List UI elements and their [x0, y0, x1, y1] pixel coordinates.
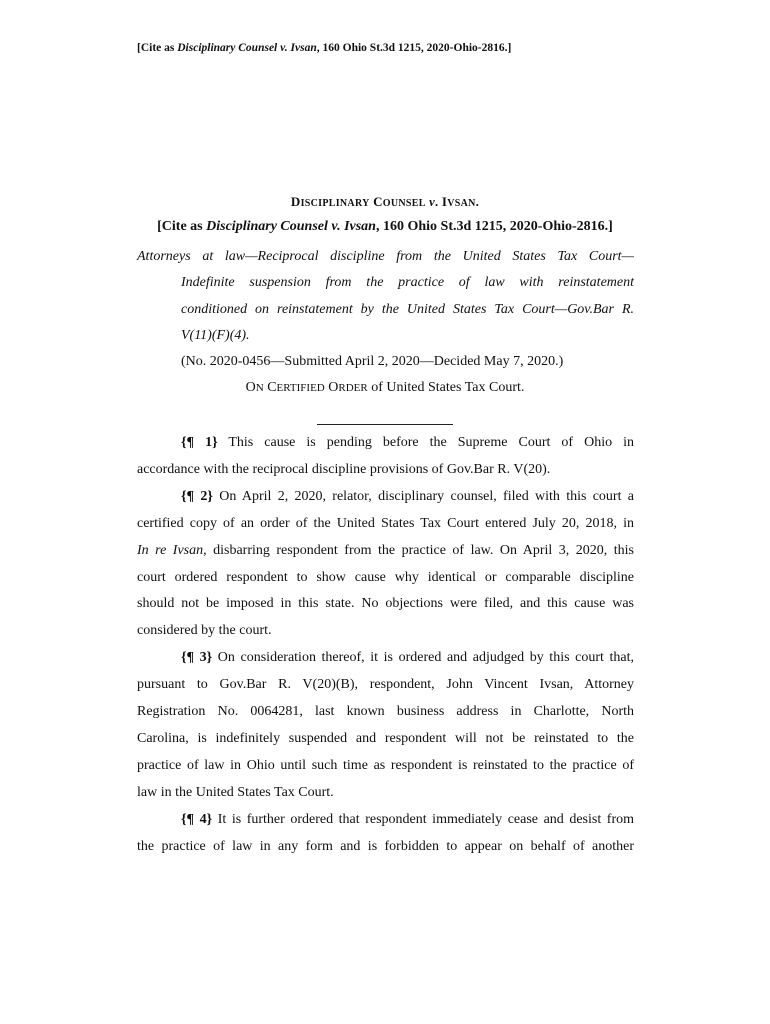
paragraph-3-line: practice of law in Ohio until such time as respondent is reinstated to the practice of [137, 757, 634, 773]
order-tail: of United States Tax Court. [367, 380, 525, 395]
paragraph-4-line: the practice of law in any form and is forbidden to appear on behalf of another [137, 838, 634, 854]
caption-letters: OUNSEL [382, 198, 426, 209]
paragraph-number: {¶ 1} [181, 435, 218, 450]
paragraph-3-line [137, 645, 634, 672]
paragraph-1-line [137, 430, 634, 457]
paragraph-3-line: pursuant to Gov.Bar R. V(20)(B), respondent, John Vincent Ivsan, Attorney [137, 677, 634, 693]
order-letter: O [245, 380, 256, 395]
caption-letter: C [373, 194, 383, 209]
case-reference: In re Ivsan [137, 542, 204, 558]
running-head-prefix: [Cite as [137, 42, 178, 54]
syllabus-line: Attorneys at law—Reciprocal discipline from the United States Tax Court— [137, 249, 634, 264]
syllabus-line: V(11)(F)(4). [181, 327, 250, 343]
paragraph-number: {¶ 4} [181, 811, 213, 827]
paragraph-text: On April 2, 2020, relator, disciplinary counsel, filed with this court a [212, 488, 635, 504]
caption-letter: I [441, 194, 448, 209]
cite-case-name: Disciplinary Counsel v. Ivsan [206, 219, 376, 234]
docket-line: (No. 2020-0456—Submitted April 2, 2020—Decided May 7, 2020.) [181, 354, 564, 369]
syllabus-line: Indefinite suspension from the practice of law with reinstatement [181, 275, 634, 291]
paragraph-text: It is further ordered that respondent immediately cease and desist from [212, 811, 634, 827]
paragraph-3-line: law in the United States Tax Court. [137, 784, 334, 800]
order-letters: N [255, 382, 264, 394]
paragraph-number: {¶ 3} [181, 650, 213, 666]
order-letters: ERTIFIED [276, 382, 325, 394]
running-head-suffix: , 160 Ohio St.3d 1215, 2020-Ohio-2816.] [316, 42, 512, 54]
cite-suffix: , 160 Ohio St.3d 1215, 2020-Ohio-2816.] [375, 219, 613, 234]
running-head [137, 42, 511, 54]
paragraph-text: This cause is pending before the Supreme Court of Ohio in [217, 435, 634, 450]
citation-line [0, 219, 770, 235]
running-head-case-name: Disciplinary Counsel v. Ivsan [177, 42, 317, 54]
paragraph-3-line: Registration No. 0064281, last known business address in Charlotte, North [137, 704, 634, 720]
caption-versus: v [429, 195, 436, 209]
case-caption [0, 194, 770, 210]
cite-prefix: [Cite as [157, 219, 207, 234]
paragraph-4-line [137, 807, 634, 834]
syllabus-line: conditioned on reinstatement by the United States Tax Court—Gov.Bar R. [181, 301, 634, 317]
paragraph-3-line: Carolina, is indefinitely suspended and respondent will not be reinstated to the [137, 730, 634, 746]
paragraph-2-line: certified copy of an order of the United States Tax Court entered July 20, 2018, in [137, 515, 634, 531]
syllabus [137, 244, 634, 349]
paragraph-2-line [137, 484, 634, 511]
order-letter: C [267, 380, 277, 395]
order-letters: RDER [338, 382, 368, 394]
separator-rule [317, 424, 453, 425]
caption-period: . [475, 195, 480, 209]
paragraph-1-line: accordance with the reciprocal discipline provisions of Gov.Bar R. V(20). [137, 461, 551, 477]
paragraph-2-line: court ordered respondent to show cause why identical or comparable discipline [137, 569, 634, 585]
caption-letters: ISCIPLINARY [300, 198, 370, 209]
paragraph-text: , disbarring respondent from the practice of law. On April 3, 2020, this [203, 542, 634, 558]
opinion-body [137, 430, 634, 861]
caption-period: . [435, 195, 439, 209]
caption-letter: D [290, 194, 301, 209]
paragraph-2-line [137, 538, 634, 565]
order-letter: O [328, 380, 339, 395]
certified-order-line [0, 380, 770, 396]
paragraph-number: {¶ 2} [181, 488, 213, 504]
caption-letters: VSAN [447, 198, 476, 209]
paragraph-text: On consideration thereof, it is ordered and adjudged by this court that, [212, 650, 635, 666]
paragraph-2-line: should not be imposed in this state. No objections were filed, and this cause was [137, 596, 634, 612]
paragraph-2-line: considered by the court. [137, 623, 272, 639]
